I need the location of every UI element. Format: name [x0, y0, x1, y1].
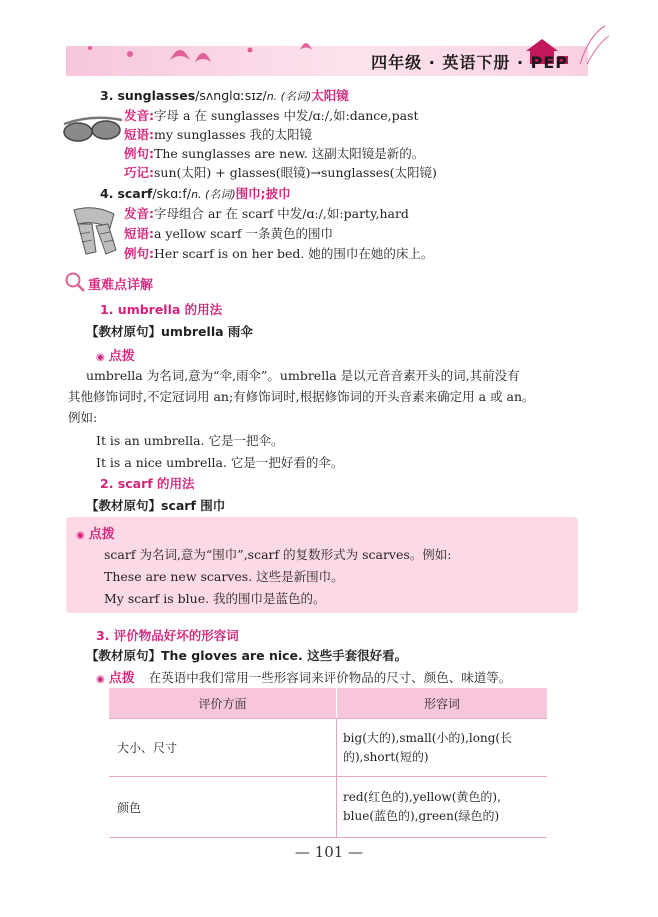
- row-text: my sunglasses 我的太阳镜: [154, 127, 312, 142]
- table-header-aspect: 评价方面: [109, 688, 337, 719]
- row-text: Her scarf is on her bed. 她的围巾在她的床上。: [154, 246, 434, 261]
- example-sentence: My scarf is blue. 我的围巾是蓝色的。: [104, 591, 326, 606]
- vocab-pos: n. (名词): [191, 188, 236, 201]
- textbook-sentence: [86, 496, 225, 514]
- table-header-adjective: 形容词: [337, 688, 548, 719]
- vocab-phonetic: /skɑːf/: [152, 186, 192, 201]
- vocab-row-phrase: [124, 224, 333, 242]
- tip-paragraph: umbrella 为名词,意为“伞,雨伞”。umbrella 是以元音音素开头的词,其前没有: [86, 368, 520, 383]
- row-text: 字母 a 在 sunglasses 中发/ɑː/,如:dance,past: [154, 108, 419, 123]
- vocab-word: scarf: [117, 186, 153, 201]
- textbook-sentence: [86, 646, 407, 664]
- tip-bullet-icon: ◉: [76, 530, 85, 541]
- row-label: 发音:: [124, 108, 154, 123]
- page-number: — 101 —: [294, 843, 364, 861]
- sunglasses-icon: [62, 108, 124, 150]
- yuan-label: 【教材原句】: [86, 498, 162, 513]
- tip-label: 点拨: [88, 527, 115, 542]
- cell-line: big(大的),small(小的),long(长: [343, 730, 513, 745]
- table-cell-adjectives: [337, 719, 548, 777]
- row-text: 字母组合 ar 在 scarf 中发/ɑː/,如:party,hard: [154, 206, 409, 221]
- tip-heading: [76, 523, 115, 542]
- tip-label: 点拨: [108, 671, 135, 686]
- yuan-label: 【教材原句】: [86, 324, 162, 339]
- example-sentence: These are new scarves. 这些是新围巾。: [104, 569, 344, 584]
- vocab-word: sunglasses: [117, 88, 196, 103]
- vocab-sunglasses-heading: [100, 86, 349, 104]
- yuan-text: umbrella 雨伞: [161, 324, 253, 339]
- row-label: 例句:: [124, 246, 154, 261]
- table-cell-adjectives: [337, 777, 548, 838]
- header-title: 四年级 · 英语下册 · PEP: [371, 53, 568, 72]
- tip-label: 点拨: [108, 349, 135, 364]
- tip-heading: [96, 345, 135, 364]
- adjective-table: [109, 688, 547, 838]
- vocab-number: 3.: [100, 88, 114, 103]
- example-sentence: It is a nice umbrella. 它是一把好看的伞。: [96, 455, 344, 470]
- vocab-row-phrase: [124, 125, 312, 143]
- vocab-row-example: [124, 144, 424, 162]
- example-sentence: It is an umbrella. 它是一把伞。: [96, 433, 284, 448]
- cell-line: 的),short(短的): [343, 749, 429, 764]
- section-title: 重难点详解: [88, 278, 154, 293]
- table-row: [109, 719, 547, 777]
- tip-heading: [96, 667, 511, 686]
- tip-paragraph: 其他修饰词时,不定冠词用 an;有修饰词时,根据修饰词的开头音素来确定用 a 或 an。: [68, 389, 535, 404]
- vocab-row-mnemonic: [124, 163, 437, 181]
- magnifier-icon: [64, 271, 86, 293]
- yuan-text: scarf 围巾: [161, 498, 226, 513]
- row-label: 例句:: [124, 146, 154, 161]
- row-text: sun(太阳) + glasses(眼镜)→sunglasses(太阳镜): [154, 165, 437, 180]
- vocab-pos: n. (名词): [266, 90, 312, 103]
- table-header-row: [109, 688, 547, 719]
- page-header: [0, 0, 658, 82]
- tip-paragraph: 例如:: [68, 410, 98, 425]
- row-label: 短语:: [124, 226, 154, 241]
- point-title: 2. scarf 的用法: [100, 476, 195, 491]
- cell-line: red(红色的),yellow(黄色的),: [343, 790, 501, 804]
- row-label: 发音:: [124, 206, 154, 221]
- yuan-label: 【教材原句】: [86, 648, 162, 663]
- tip-bullet-icon: ◉: [96, 352, 105, 363]
- textbook-sentence: [86, 322, 253, 340]
- vocab-scarf-heading: [100, 184, 291, 202]
- vocab-row-example: [124, 244, 433, 262]
- table-cell-aspect: 颜色: [109, 777, 337, 838]
- scarf-icon: [66, 204, 122, 260]
- tip-paragraph: 在英语中我们常用一些形容词来评价物品的尺寸、颜色、味道等。: [148, 670, 512, 685]
- tip-bullet-icon: ◉: [96, 674, 105, 685]
- header-decoration-icon: [60, 20, 658, 80]
- vocab-phonetic: /sʌnɡlɑːsɪz/: [195, 88, 267, 103]
- tip-paragraph: scarf 为名词,意为“围巾”,scarf 的复数形式为 scarves。例如:: [104, 547, 452, 562]
- table-cell-aspect: 大小、尺寸: [109, 719, 337, 777]
- yuan-text: The gloves are nice. 这些手套很好看。: [161, 648, 408, 663]
- row-text: a yellow scarf 一条黄色的围巾: [154, 226, 334, 241]
- row-label: 短语:: [124, 127, 154, 142]
- vocab-meaning: 围巾;披巾: [235, 186, 291, 201]
- vocab-meaning: 太阳镜: [311, 88, 349, 103]
- cell-line: blue(蓝色的),green(绿色的): [343, 809, 500, 823]
- point-title: 3. 评价物品好坏的形容词: [96, 628, 239, 643]
- vocab-row-pronunciation: [124, 106, 419, 124]
- vocab-row-pronunciation: [124, 204, 409, 222]
- row-text: The sunglasses are new. 这副太阳镜是新的。: [154, 146, 425, 161]
- row-label: 巧记:: [124, 165, 154, 180]
- vocab-number: 4.: [100, 186, 114, 201]
- table-row: [109, 777, 547, 838]
- point-title: 1. umbrella 的用法: [100, 302, 223, 317]
